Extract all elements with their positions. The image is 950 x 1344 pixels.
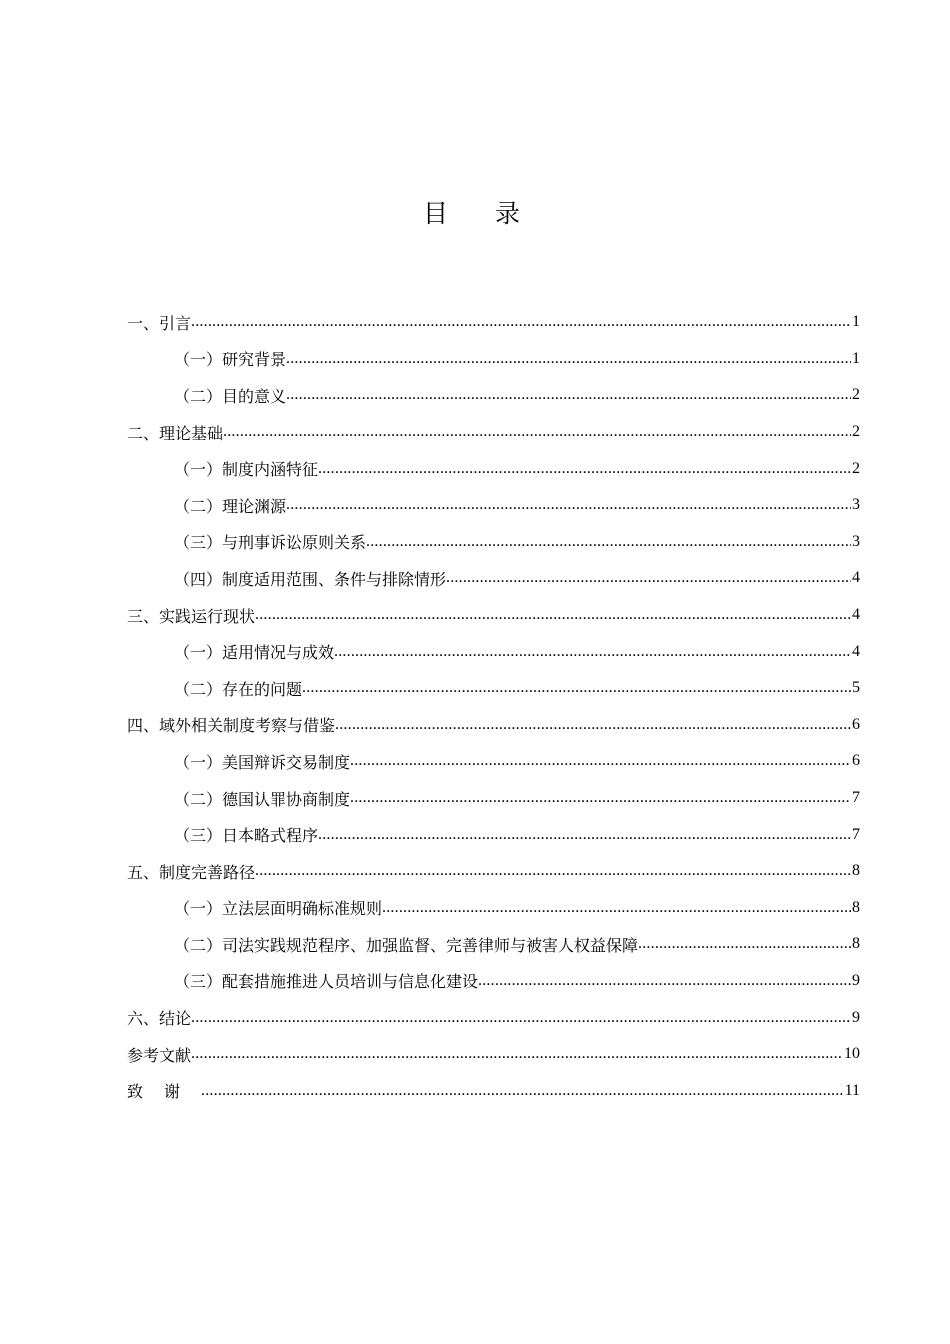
toc-entry-page-number: 3 (852, 496, 860, 514)
toc-entry[interactable] (127, 670, 860, 707)
toc-entry[interactable] (127, 780, 860, 817)
toc-dot-leader (638, 935, 851, 953)
toc-dot-leader (191, 1009, 851, 1027)
toc-entry-label: 三、实践运行现状 (127, 606, 256, 626)
toc-dot-leader (350, 752, 851, 770)
toc-entry-page-number: 1 (852, 313, 860, 331)
toc-entry[interactable] (127, 743, 860, 780)
toc-entry-label: 六、结论 (127, 1009, 192, 1029)
toc-entry[interactable] (127, 890, 860, 927)
toc-entry-page-number: 6 (852, 715, 860, 733)
toc-entry-label: （四）制度适用范围、条件与排除情形 (174, 569, 447, 589)
toc-entry-page-number: 5 (852, 679, 860, 697)
toc-entry-label: 二、理论基础 (127, 423, 224, 443)
toc-entry-page-number: 8 (852, 935, 860, 953)
toc-entry[interactable] (127, 926, 860, 963)
toc-entry[interactable] (127, 633, 860, 670)
toc-dot-leader (302, 679, 851, 697)
toc-title: 目录 (422, 199, 567, 228)
toc-entry[interactable] (127, 707, 860, 744)
toc-dot-leader (318, 460, 851, 478)
toc-dot-leader (366, 533, 851, 551)
toc-entry-label: （三）日本略式程序 (174, 826, 319, 846)
toc-entry-page-number: 4 (852, 642, 860, 660)
toc-entry[interactable] (127, 597, 860, 634)
toc-list (127, 304, 860, 1109)
toc-dot-leader (382, 899, 851, 917)
toc-entry[interactable] (127, 1072, 860, 1109)
toc-dot-leader (201, 1082, 844, 1100)
toc-entry[interactable] (127, 487, 860, 524)
toc-entry-page-number: 10 (844, 1045, 860, 1063)
toc-entry-page-number: 8 (852, 862, 860, 880)
toc-entry-label: 四、域外相关制度考察与借鉴 (127, 716, 336, 736)
toc-entry-page-number: 2 (852, 423, 860, 441)
toc-entry-label: （一）研究背景 (174, 350, 287, 370)
toc-entry-label: 参考文献 (127, 1045, 192, 1065)
toc-dot-leader (191, 313, 851, 331)
toc-entry[interactable] (127, 816, 860, 853)
toc-entry-page-number: 7 (852, 825, 860, 843)
toc-entry-label: （三）与刑事诉讼原则关系 (174, 533, 367, 553)
toc-entry-label: 致谢 (127, 1082, 202, 1102)
toc-dot-leader (223, 423, 851, 441)
toc-entry-page-number: 8 (852, 898, 860, 916)
toc-dot-leader (286, 350, 851, 368)
toc-dot-leader (255, 862, 851, 880)
toc-entry-label: （一）立法层面明确标准规则 (174, 899, 383, 919)
toc-dot-leader (191, 1045, 843, 1063)
toc-entry-page-number: 2 (852, 459, 860, 477)
toc-dot-leader (335, 716, 851, 734)
toc-entry[interactable] (127, 1036, 860, 1073)
toc-entry-label: （一）美国辩诉交易制度 (174, 752, 351, 772)
toc-entry[interactable] (127, 524, 860, 561)
toc-entry-page-number: 2 (852, 386, 860, 404)
toc-dot-leader (286, 496, 851, 514)
toc-entry-page-number: 11 (844, 1081, 860, 1099)
toc-dot-leader (334, 643, 851, 661)
toc-entry-label: （二）德国认罪协商制度 (174, 789, 351, 809)
toc-entry-page-number: 6 (852, 752, 860, 770)
toc-entry-page-number: 3 (852, 532, 860, 550)
toc-entry-label: （一）适用情况与成效 (174, 643, 335, 663)
toc-entry[interactable] (127, 450, 860, 487)
toc-entry[interactable] (127, 304, 860, 341)
toc-dot-leader (350, 789, 851, 807)
toc-entry[interactable] (127, 963, 860, 1000)
toc-dot-leader (318, 826, 851, 844)
toc-entry[interactable] (127, 414, 860, 451)
toc-entry[interactable] (127, 853, 860, 890)
toc-entry[interactable] (127, 560, 860, 597)
toc-entry-page-number: 1 (852, 349, 860, 367)
toc-dot-leader (446, 569, 851, 587)
toc-entry[interactable] (127, 341, 860, 378)
toc-entry-label: 一、引言 (127, 313, 192, 333)
toc-entry-page-number: 9 (852, 971, 860, 989)
toc-entry-label: （二）存在的问题 (174, 679, 303, 699)
toc-entry-page-number: 7 (852, 789, 860, 807)
toc-entry-label: （二）司法实践规范程序、加强监督、完善律师与被害人权益保障 (174, 935, 639, 955)
toc-entry-label: （二）目的意义 (174, 386, 287, 406)
toc-entry[interactable] (127, 377, 860, 414)
toc-entry[interactable] (127, 999, 860, 1036)
toc-entry-page-number: 9 (852, 1008, 860, 1026)
toc-entry-label: （一）制度内涵特征 (174, 460, 319, 480)
toc-entry-label: （二）理论渊源 (174, 496, 287, 516)
toc-dot-leader (255, 606, 851, 624)
toc-dot-leader (286, 386, 851, 404)
toc-entry-page-number: 4 (852, 606, 860, 624)
toc-entry-page-number: 4 (852, 569, 860, 587)
toc-dot-leader (478, 972, 851, 990)
toc-entry-label: 五、制度完善路径 (127, 862, 256, 882)
toc-entry-label: （三）配套措施推进人员培训与信息化建设 (174, 972, 479, 992)
